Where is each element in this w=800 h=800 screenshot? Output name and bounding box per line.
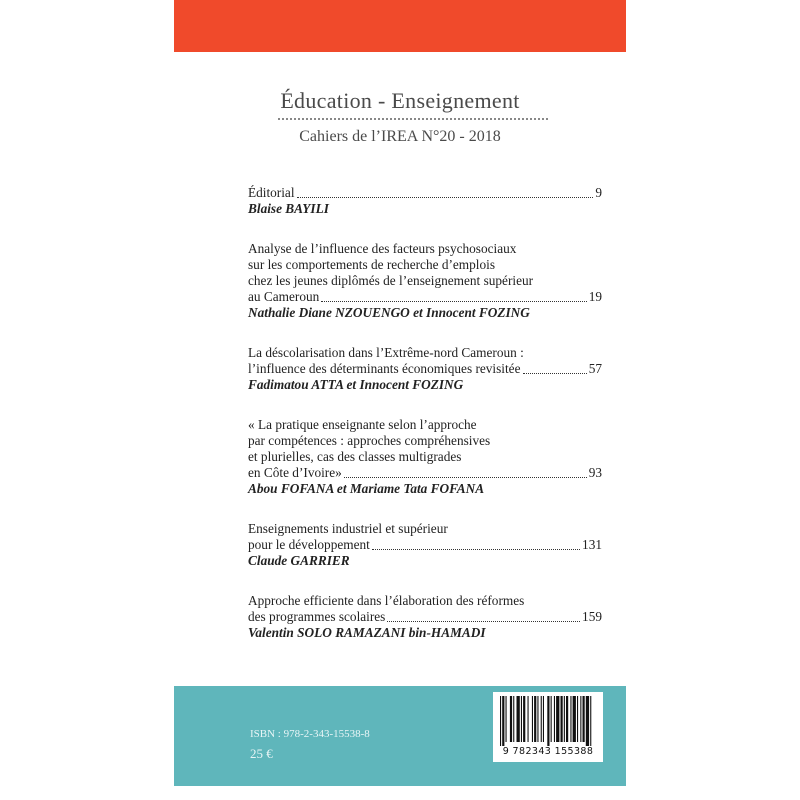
toc-entry-author: Valentin SOLO RAMAZANI bin-HAMADI	[248, 625, 486, 640]
toc-entry-title-line: Enseignements industriel et supérieur	[248, 521, 448, 536]
toc-entry	[248, 241, 602, 321]
dot-leader	[523, 363, 587, 374]
toc-page-number: 93	[588, 465, 602, 480]
toc-entry-title-line: Analyse de l’influence des facteurs psychosociaux	[248, 241, 517, 256]
toc-entry-title-last-line	[248, 289, 602, 305]
toc-entry-title-last-line	[248, 185, 602, 201]
toc-entry-title-text: en Côte d’Ivoire»	[248, 465, 342, 480]
cover-subtitle: Cahiers de l’IREA N°20 - 2018	[299, 128, 501, 145]
book-back-cover	[174, 0, 626, 786]
dot-leader	[372, 539, 580, 550]
toc-entry-title-line: sur les comportements de recherche d’emplois	[248, 257, 496, 272]
toc-entry-author: Fadimatou ATTA et Innocent FOZING	[248, 377, 464, 392]
toc-entry-title-last-line	[248, 609, 602, 625]
toc-entry-title-line: La déscolarisation dans l’Extrême-nord Cameroun :	[248, 345, 524, 360]
toc-page-number: 19	[588, 289, 602, 304]
dot-leader	[387, 611, 580, 622]
toc-entry-title-line: chez les jeunes diplômés de l’enseignement supérieur	[248, 273, 534, 288]
dot-leader	[344, 467, 587, 478]
toc-page-number: 9	[595, 185, 602, 200]
top-color-band	[174, 0, 626, 52]
toc-entry-title-text: au Cameroun	[248, 289, 320, 304]
toc-entry-title-line: par compétences : approches compréhensives	[248, 433, 491, 448]
toc-entry-author: Blaise BAYILI	[248, 201, 329, 216]
barcode-bars-icon	[497, 696, 599, 746]
toc-entry-title-last-line	[248, 465, 602, 481]
toc-entry-author: Abou FOFANA et Mariame Tata FOFANA	[248, 481, 485, 496]
toc-entry-title-line: Approche efficiente dans l’élaboration des réformes	[248, 593, 525, 608]
dot-leader	[321, 291, 586, 302]
toc-entry-title-line: et plurielles, cas des classes multigrades	[248, 449, 462, 464]
isbn-text: ISBN : 978-2-343-15538-8	[250, 728, 370, 740]
toc-entry	[248, 185, 602, 217]
dotted-divider	[278, 118, 548, 120]
toc-page-number: 159	[582, 609, 602, 624]
dot-leader	[297, 187, 594, 198]
toc-entry-author: Nathalie Diane NZOUENGO et Innocent FOZING	[248, 305, 530, 320]
toc-entry-title-last-line	[248, 537, 602, 553]
toc-entry-title-text: Éditorial	[248, 185, 295, 200]
barcode	[493, 692, 603, 762]
toc-entry-title-line: « La pratique enseignante selon l’approche	[248, 417, 477, 432]
toc-entry-title-text: l’influence des déterminants économiques revisitée	[248, 361, 521, 376]
toc-entry	[248, 417, 602, 497]
toc-entry-title-text: pour le développement	[248, 537, 370, 552]
cover-title: Éducation - Enseignement	[280, 88, 520, 113]
price-text: 25 €	[250, 746, 273, 761]
toc-entry	[248, 593, 602, 641]
toc-entry-title-last-line	[248, 361, 602, 377]
toc-entry-author: Claude GARRIER	[248, 553, 350, 568]
toc-entry	[248, 521, 602, 569]
toc-page-number: 57	[588, 361, 602, 376]
table-of-contents	[248, 185, 602, 665]
toc-page-number: 131	[582, 537, 602, 552]
barcode-digits: 9 782343 155388	[502, 746, 594, 757]
toc-entry	[248, 345, 602, 393]
toc-entry-title-text: des programmes scolaires	[248, 609, 386, 624]
